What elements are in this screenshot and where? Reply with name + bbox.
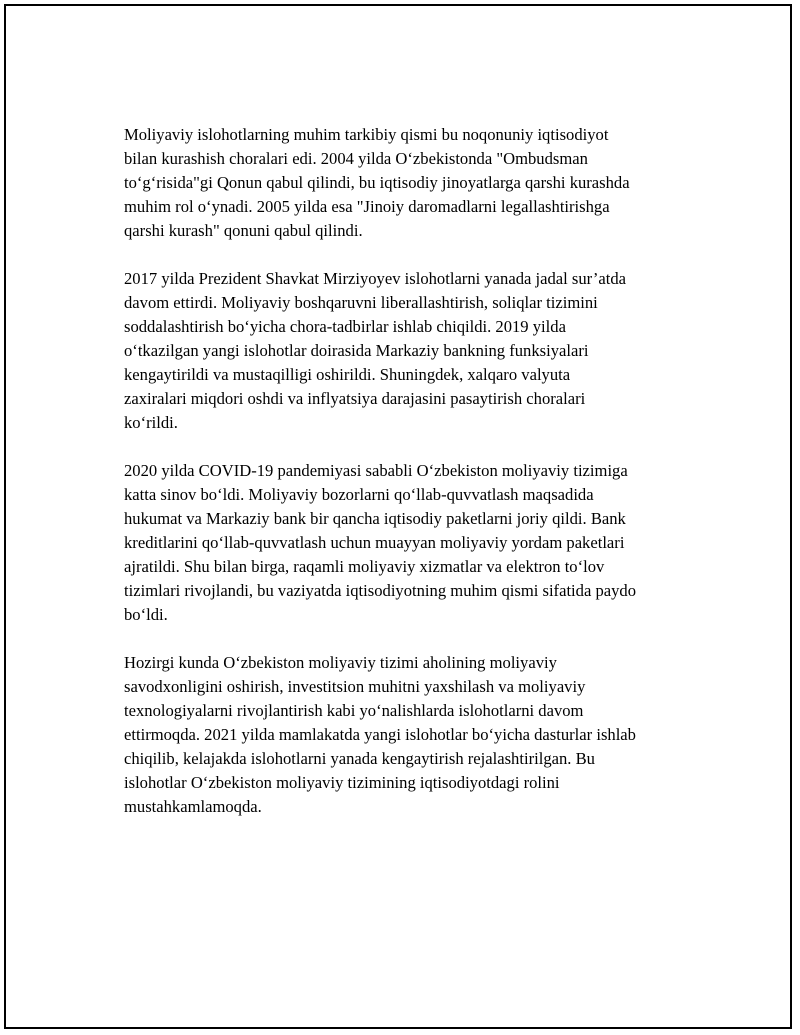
paragraph-4: Hozirgi kunda O‘zbekiston moliyaviy tizimi aholining moliyaviy savodxonligini oshirish, investitsion muhitni yaxshilash va moliyaviy texnologiyalarni rivojlantirish kabi yo‘nalishlarda islohotlarni davom ettirmoqda. 2021 yilda mamlakatda yangi islohotlar bo‘yicha dasturlar ishlab chiqilib, kelajakda islohotlarni yanada kengaytirish rejalashtirilgan. Bu islohotlar O‘zbekiston moliyaviy tizimining iqtisodiyotdagi rolini mustahkamlamoqda. [124,653,636,816]
document-body [124,123,694,843]
paragraph-2: 2017 yilda Prezident Shavkat Mirziyoyev islohotlarni yanada jadal sur’atda davom ettirdi. Moliyaviy boshqaruvni liberallashtirish, soliqlar tizimini soddalashtirish bo‘yicha chora-tadbirlar ishlab chiqildi. 2019 yilda o‘tkazilgan yangi islohotlar doirasida Markaziy bankning funksiyalari kengaytirildi va mustaqilligi oshirildi. Shuningdek, xalqaro valyuta zaxiralari miqdori oshdi va inflyatsiya darajasini pasaytirish choralari ko‘rildi. [124,269,626,432]
paragraph-1: Moliyaviy islohotlarning muhim tarkibiy qismi bu noqonuniy iqtisodiyot bilan kurashish choralari edi. 2004 yilda O‘zbekistonda "Ombudsman to‘g‘risida"gi Qonun qabul qilindi, bu iqtisodiy jinoyatlarga qarshi kurashda muhim rol o‘ynadi. 2005 yilda esa "Jinoiy daromadlarni legallashtirishga qarshi kurash" qonuni qabul qilindi. [124,125,630,240]
paragraph-3: 2020 yilda COVID-19 pandemiyasi sababli O‘zbekiston moliyaviy tizimiga katta sinov bo‘ldi. Moliyaviy bozorlarni qo‘llab-quvvatlash maqsadida hukumat va Markaziy bank bir qancha iqtisodiy paketlarni joriy qildi. Bank kreditlarini qo‘llab-quvvatlash uchun muayyan moliyaviy yordam paketlari ajratildi. Shu bilan birga, raqamli moliyaviy xizmatlar va elektron to‘lov tizimlari rivojlandi, bu vaziyatda iqtisodiyotning muhim qismi sifatida paydo bo‘ldi. [124,461,637,624]
page-frame [4,4,792,1029]
